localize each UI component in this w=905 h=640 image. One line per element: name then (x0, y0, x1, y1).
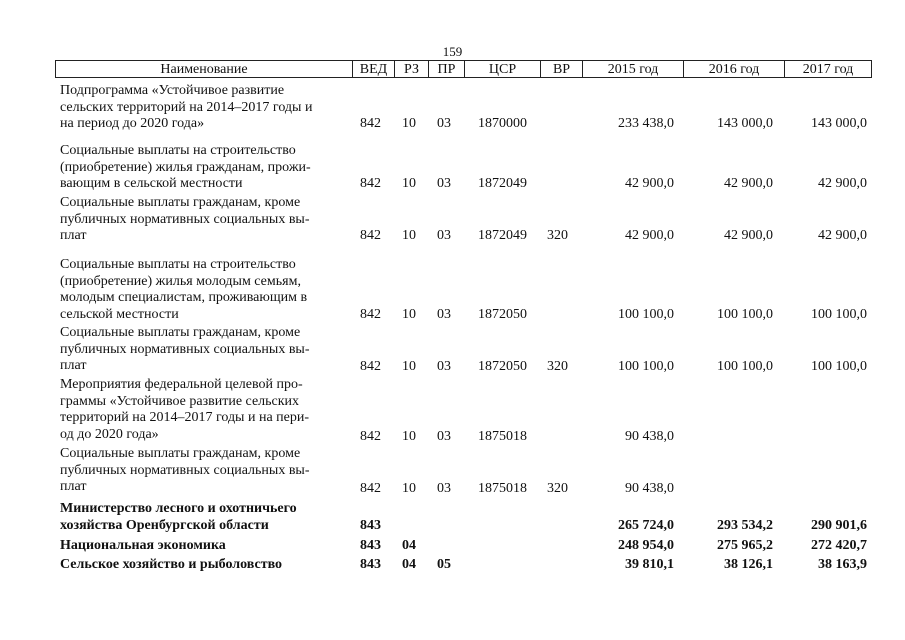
row-2015: 39 810,1 (625, 557, 674, 572)
row-pr: 05 (437, 557, 451, 572)
row-ved: 842 (360, 481, 381, 496)
row-2015: 42 900,0 (625, 176, 674, 191)
row-pr: 03 (437, 116, 451, 131)
header-2015: 2015 год (582, 60, 683, 78)
row-csr: 1872049 (478, 228, 527, 243)
row-2017: 38 163,9 (818, 557, 867, 572)
row-pr: 03 (437, 307, 451, 322)
row-name: Социальные выплаты гражданам, кроме публичных нормативных социальных вы- плат (60, 195, 310, 243)
table-header (55, 60, 872, 79)
row-2016: 293 534,2 (717, 518, 773, 533)
row-csr: 1875018 (478, 429, 527, 444)
row-name: Сельское хозяйство и рыболовство (60, 557, 283, 572)
row-2017: 272 420,7 (811, 538, 867, 553)
row-ved: 843 (360, 557, 381, 572)
row-ved: 842 (360, 228, 381, 243)
row-pr: 03 (437, 228, 451, 243)
row-ved: 842 (360, 116, 381, 131)
row-rz: 10 (402, 429, 416, 444)
row-rz: 10 (402, 116, 416, 131)
page-number: 159 (442, 44, 463, 59)
header-ved: ВЕД (352, 60, 394, 78)
row-rz: 10 (402, 176, 416, 191)
row-2016: 38 126,1 (724, 557, 773, 572)
row-2015: 90 438,0 (625, 481, 674, 496)
row-name: Национальная экономика (60, 538, 226, 553)
row-pr: 03 (437, 481, 451, 496)
header-csr: ЦСР (464, 60, 540, 78)
row-name: Мероприятия федеральной целевой про- граммы «Устойчивое развитие сельских территорий на 2014–2017 годы и на пери- од до 2020 года» (60, 377, 310, 442)
row-name: Социальные выплаты на строительство (приобретение) жилья гражданам, прожи- вающим в сельской местности (60, 143, 311, 191)
row-rz: 04 (402, 538, 416, 553)
row-2017: 42 900,0 (818, 228, 867, 243)
row-name: Министерство лесного и охотничьего хозяйства Оренбургской области (60, 501, 297, 533)
row-ved: 842 (360, 307, 381, 322)
row-vr: 320 (547, 481, 568, 496)
row-ved: 843 (360, 518, 381, 533)
row-2016: 42 900,0 (724, 228, 773, 243)
row-csr: 1875018 (478, 481, 527, 496)
header-pr: ПР (428, 60, 464, 78)
row-vr: 320 (547, 359, 568, 374)
row-2015: 90 438,0 (625, 429, 674, 444)
row-pr: 03 (437, 176, 451, 191)
header-vr: ВР (540, 60, 582, 78)
row-2017: 100 100,0 (811, 307, 867, 322)
row-vr: 320 (547, 228, 568, 243)
row-2015: 265 724,0 (618, 518, 674, 533)
row-2015: 42 900,0 (625, 228, 674, 243)
row-rz: 10 (402, 481, 416, 496)
row-2015: 233 438,0 (618, 116, 674, 131)
row-csr: 1872049 (478, 176, 527, 191)
row-2017: 143 000,0 (811, 116, 867, 131)
row-ved: 843 (360, 538, 381, 553)
row-csr: 1872050 (478, 307, 527, 322)
row-rz: 04 (402, 557, 416, 572)
row-ved: 842 (360, 176, 381, 191)
row-2015: 100 100,0 (618, 359, 674, 374)
row-pr: 03 (437, 359, 451, 374)
row-name: Социальные выплаты гражданам, кроме публичных нормативных социальных вы- плат (60, 325, 310, 373)
row-rz: 10 (402, 359, 416, 374)
row-2016: 143 000,0 (717, 116, 773, 131)
row-rz: 10 (402, 307, 416, 322)
row-name: Социальные выплаты гражданам, кроме публичных нормативных социальных вы- плат (60, 446, 310, 494)
header-2017: 2017 год (784, 60, 872, 78)
row-name: Подпрограмма «Устойчивое развитие сельских территорий на 2014–2017 годы и на период до 2020 года» (60, 83, 313, 131)
row-ved: 842 (360, 359, 381, 374)
row-pr: 03 (437, 429, 451, 444)
header-rz: РЗ (394, 60, 428, 78)
row-csr: 1870000 (478, 116, 527, 131)
row-rz: 10 (402, 228, 416, 243)
row-2015: 248 954,0 (618, 538, 674, 553)
header-2016: 2016 год (683, 60, 784, 78)
row-2016: 100 100,0 (717, 307, 773, 322)
row-2017: 290 901,6 (811, 518, 867, 533)
header-name: Наименование (55, 60, 352, 78)
row-csr: 1872050 (478, 359, 527, 374)
row-2015: 100 100,0 (618, 307, 674, 322)
row-2016: 100 100,0 (717, 359, 773, 374)
row-ved: 842 (360, 429, 381, 444)
row-2017: 42 900,0 (818, 176, 867, 191)
row-2016: 42 900,0 (724, 176, 773, 191)
row-2016: 275 965,2 (717, 538, 773, 553)
row-2017: 100 100,0 (811, 359, 867, 374)
row-name: Социальные выплаты на строительство (приобретение) жилья молодым семьям, молодым специалистам, проживающим в сельской местности (60, 257, 308, 322)
